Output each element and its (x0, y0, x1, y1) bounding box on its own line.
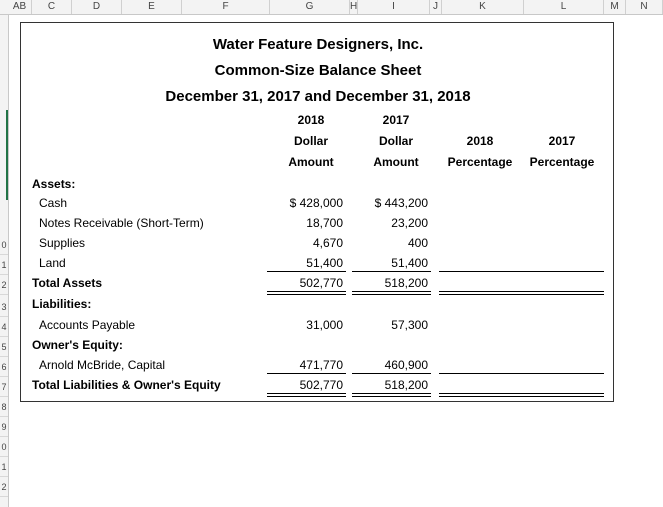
cell-ap-2018[interactable]: 31,000 (306, 318, 343, 332)
column-header[interactable]: J (430, 0, 442, 14)
row-label-supplies: Supplies (39, 236, 86, 250)
row-label-total-liab-equity: Total Liabilities & Owner's Equity (32, 378, 221, 392)
column-header[interactable]: C (32, 0, 72, 14)
row-selection-indicator (6, 110, 8, 200)
cell-capital-2017[interactable]: 460,900 (384, 358, 428, 372)
row-header[interactable]: 6 (0, 357, 8, 377)
company-title: Water Feature Designers, Inc. (212, 36, 424, 53)
column-header[interactable]: E (122, 0, 182, 14)
total-double-rule (439, 291, 604, 295)
row-label-cash: Cash (39, 196, 68, 210)
cell-notes-2017[interactable]: 23,200 (391, 216, 428, 230)
column-header[interactable]: G (270, 0, 350, 14)
cell-cash-2018[interactable]: $ 428,000 (289, 196, 343, 210)
row-header[interactable]: 9 (0, 417, 8, 437)
pct-2017-year: 2017 (548, 134, 576, 148)
cell-total-assets-2018[interactable]: 502,770 (299, 276, 343, 290)
liabilities-heading: Liabilities: (32, 297, 92, 311)
total-double-rule (267, 291, 346, 295)
col-2018-year: 2018 (297, 113, 325, 127)
balance-sheet-box (20, 22, 614, 402)
pct-2018-label: Percentage (447, 155, 513, 169)
subtotal-rule (352, 271, 431, 272)
cell-capital-2018[interactable]: 471,770 (299, 358, 343, 372)
row-header[interactable]: 0 (0, 235, 8, 255)
row-header[interactable]: 7 (0, 377, 8, 397)
cell-notes-2018[interactable]: 18,700 (306, 216, 343, 230)
row-header[interactable]: 2 (0, 477, 8, 497)
assets-heading: Assets: (32, 177, 76, 191)
column-header[interactable]: AB (8, 0, 32, 14)
row-header[interactable]: 8 (0, 397, 8, 417)
cell-total-assets-2017[interactable]: 518,200 (384, 276, 428, 290)
column-header[interactable]: H (350, 1, 358, 12)
pct-2018-year: 2018 (466, 134, 494, 148)
column-header[interactable]: K (442, 0, 524, 14)
row-header[interactable]: 4 (0, 317, 8, 337)
total-double-rule (352, 393, 431, 397)
row-label-land: Land (39, 256, 66, 270)
total-double-rule (439, 393, 604, 397)
period-title: December 31, 2017 and December 31, 2018 (165, 88, 471, 105)
row-header[interactable]: 1 (0, 255, 8, 275)
cell-supplies-2017[interactable]: 400 (407, 236, 428, 250)
col-2018-amount: Amount (288, 155, 334, 169)
subtotal-rule (267, 271, 346, 272)
cell-total-le-2018[interactable]: 502,770 (299, 378, 343, 392)
cell-cash-2017[interactable]: $ 443,200 (374, 196, 428, 210)
pct-2017-label: Percentage (529, 155, 595, 169)
subtotal-rule (267, 373, 346, 374)
row-label-notes-receivable: Notes Receivable (Short-Term) (39, 216, 204, 230)
cell-supplies-2018[interactable]: 4,670 (312, 236, 343, 250)
column-header[interactable]: N (626, 0, 663, 14)
subtotal-rule (439, 271, 604, 272)
total-double-rule (352, 291, 431, 295)
column-header[interactable]: F (182, 0, 270, 14)
col-2017-amount: Amount (373, 155, 419, 169)
column-header[interactable]: L (524, 0, 604, 14)
column-header[interactable]: M (604, 0, 626, 14)
cell-total-le-2017[interactable]: 518,200 (384, 378, 428, 392)
cell-ap-2017[interactable]: 57,300 (391, 318, 428, 332)
col-2017-dollar: Dollar (378, 134, 413, 148)
row-label-total-assets: Total Assets (32, 276, 103, 290)
row-header[interactable]: 3 (0, 297, 8, 317)
row-label-accounts-payable: Accounts Payable (39, 318, 136, 332)
statement-title: Common-Size Balance Sheet (214, 62, 422, 79)
column-header[interactable]: D (72, 0, 122, 14)
equity-heading: Owner's Equity: (32, 338, 123, 352)
col-2018-dollar: Dollar (293, 134, 328, 148)
cell-land-2018[interactable]: 51,400 (306, 256, 343, 270)
col-2017-year: 2017 (382, 113, 410, 127)
row-header[interactable]: 1 (0, 457, 8, 477)
row-label-capital: Arnold McBride, Capital (39, 358, 166, 372)
row-header[interactable]: 0 (0, 437, 8, 457)
column-header-bar (0, 0, 663, 15)
cell-land-2017[interactable]: 51,400 (391, 256, 428, 270)
row-header[interactable]: 5 (0, 337, 8, 357)
subtotal-rule (439, 373, 604, 374)
subtotal-rule (352, 373, 431, 374)
total-double-rule (267, 393, 346, 397)
row-header-bar (0, 15, 9, 507)
row-header[interactable]: 2 (0, 275, 8, 295)
column-header[interactable]: I (358, 0, 430, 14)
